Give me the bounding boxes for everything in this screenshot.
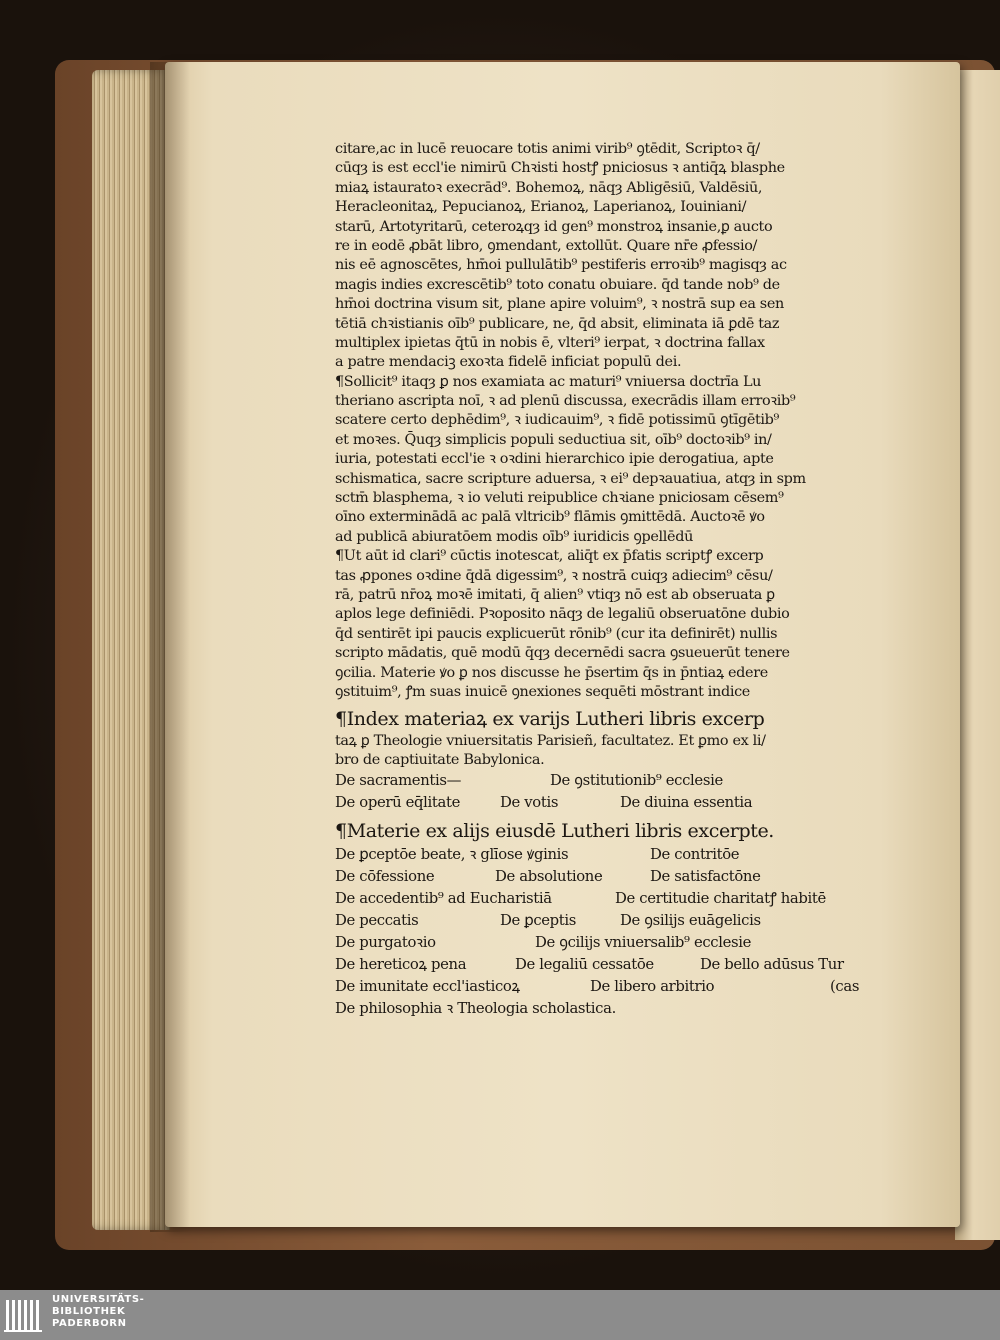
index-row bbox=[335, 888, 880, 910]
text-line: ad publicā abiuratōem modis oīb⁹ iuridicis ꝯpellēdū bbox=[335, 528, 694, 545]
index-heading: ¶Index materiaꝝ ex varijs Lutheri libris excerp bbox=[335, 708, 765, 731]
text-line: tētiā chꝛistianis oīb⁹ publicare, ne, q̄d absit, eliminata iā ꝑdē taz bbox=[335, 315, 780, 332]
index-row bbox=[335, 770, 880, 792]
index-entry: De cōfessione bbox=[335, 868, 435, 886]
library-name-line: PADERBORN bbox=[52, 1318, 127, 1329]
index-entry: De peccatis bbox=[335, 912, 419, 930]
index-entry: De legaliū cessatōe bbox=[515, 956, 654, 974]
text-line: multiplex ipietas q̄tū in nobis ē, vlteri⁹ ierpat, ꝛ doctrina fallax bbox=[335, 334, 765, 351]
index-subtitle-line: taꝝ ꝑ Theologie vniuersitatis Parisieñ, facultatez. Et ꝑmo ex li/ bbox=[335, 733, 766, 750]
index-entry: De absolutione bbox=[495, 868, 603, 886]
text-line: miaꝝ istauratoꝛ execrād⁹. Bohemoꝝ, nāqȝ Abligēsiū, Valdēsiū, bbox=[335, 179, 763, 196]
body-text bbox=[335, 140, 880, 702]
index-entry: De ꝯsilijs euāgelicis bbox=[620, 912, 761, 930]
index-entry: De votis bbox=[500, 794, 559, 812]
index-list-1 bbox=[335, 770, 880, 814]
index-entry: De contritōe bbox=[650, 846, 740, 864]
text-line: sctm̄ blasphema, ꝛ io veluti reipublice chꝛiane pniciosam cēsem⁹ bbox=[335, 490, 784, 507]
index-list-2 bbox=[335, 844, 880, 1020]
index-entry: De ꝑceptis bbox=[500, 912, 577, 930]
index-row bbox=[335, 844, 880, 866]
text-line: re in eodē ꝓbāt libro, ꝯmendant, extollūt. Quare nr̄e ꝓfessio/ bbox=[335, 237, 758, 254]
index-entry: De ꝑceptōe beate, ꝛ glīose ꝟginis bbox=[335, 846, 569, 864]
text-line: rā, patrū nr̄oꝝ moꝛē imitati, q̄ alien⁹ vtiqȝ nō est ab obseruata ꝑ bbox=[335, 586, 775, 603]
index-entry: De sacramentis— bbox=[335, 772, 462, 790]
index-entry: De purgatoꝛio bbox=[335, 934, 436, 952]
library-logo-icon bbox=[4, 1296, 44, 1334]
text-line: ¶Sollicit⁹ itaqȝ ꝑ nos examiata ac maturi⁹ vniuersa doctrīa Lu bbox=[335, 373, 762, 390]
index-row bbox=[335, 998, 880, 1020]
index-row bbox=[335, 910, 880, 932]
text-line: theriano ascripta noī, ꝛ ad plenū discussa, execrādis illam erroꝛib⁹ bbox=[335, 393, 796, 410]
index-entry: De hereticoꝝ pena bbox=[335, 956, 467, 974]
text-line: hm̄oi doctrina visum sit, plane apire voluim⁹, ꝛ nostrā sup ea sen bbox=[335, 296, 784, 313]
index-entry: De diuina essentia bbox=[620, 794, 753, 812]
index-entry: De libero arbitrio bbox=[590, 978, 715, 996]
text-line: q̄d sentirēt ipi paucis explicuerūt rōnib⁹ (cur ita definirēt) nullis bbox=[335, 625, 778, 642]
index-subtitle-line: bro de captiuitate Babylonica. bbox=[335, 752, 545, 769]
index-entry: De accedentib⁹ ad Eucharistiā bbox=[335, 890, 552, 908]
index-entry: De ꝯstitutionib⁹ ecclesie bbox=[550, 772, 723, 790]
materie-heading: ¶Materie ex alijs eiusdē Lutheri libris excerpte. bbox=[335, 820, 774, 843]
text-line: cūqȝ is est eccl'ie nimirū Chꝛisti hostꝭ pniciosus ꝛ antiq̄ꝝ blasphe bbox=[335, 160, 785, 177]
index-entry: De satisfactōne bbox=[650, 868, 761, 886]
index-entry: De certitudie charitatꝭ habitē bbox=[615, 890, 826, 908]
text-line: schismatica, sacre scripture aduersa, ꝛ ei⁹ depꝛauatiua, atqȝ in spm bbox=[335, 470, 806, 487]
text-line: tas ꝓpones oꝛdine q̄dā digessim⁹, ꝛ nostrā cuiqȝ adiecim⁹ cēsu/ bbox=[335, 567, 773, 584]
facing-page-edge bbox=[955, 70, 1000, 1240]
text-line: aplos lege definiēdi. Pꝛoposito nāqȝ de legaliū obseruatōne dubio bbox=[335, 606, 790, 623]
index-entry: (cas bbox=[830, 978, 860, 996]
text-line: a patre mendaciꝫ exoꝛta fidelē inficiat populū dei. bbox=[335, 354, 682, 371]
index-row bbox=[335, 954, 880, 976]
index-entry: De imunitate eccl'iasticoꝝ bbox=[335, 978, 520, 996]
text-line: scripto mādatis, quē modū q̄qȝ decernēdi sacra ꝯsueuerūt tenere bbox=[335, 645, 790, 662]
index-entry: De bello adūsus Tur bbox=[700, 956, 844, 974]
index-entry: De ꝯcilijs vniuersalib⁹ ecclesie bbox=[535, 934, 752, 952]
text-line: ꝯcilia. Materie ꝟo ꝑ nos discusse he p̄sertim q̄s in p̄ntiaꝝ edere bbox=[335, 664, 768, 681]
index-entry: De philosophia ꝛ Theologia scholastica. bbox=[335, 1000, 616, 1018]
text-line: oīno exterminādā ac palā vltricib⁹ flāmis ꝯmittēdā. Auctoꝛē ꝟo bbox=[335, 509, 765, 526]
text-line: ¶Ut aūt id clari⁹ cūctis inotescat, aliq̄t ex p̄fatis scriptꝭ excerp bbox=[335, 548, 764, 565]
text-line: ꝯstituim⁹, ꝭm suas inuicē ꝯnexiones sequēti mōstrant indice bbox=[335, 683, 750, 700]
index-row bbox=[335, 932, 880, 954]
text-line: scatere certo dephēdim⁹, ꝛ iudicauim⁹, ꝛ fidē potissimū ꝯtīgētib⁹ bbox=[335, 412, 779, 429]
index-row bbox=[335, 792, 880, 814]
index-row bbox=[335, 976, 880, 998]
library-name-line: UNIVERSITÄTS- bbox=[52, 1294, 145, 1305]
text-line: citare,ac in lucē reuocare totis animi virib⁹ ꝯtēdit, Scriptoꝛ q̄/ bbox=[335, 141, 760, 157]
text-line: Heracleonitaꝝ, Pepucianoꝝ, Erianoꝝ, Laperianoꝝ, Iouiniani/ bbox=[335, 199, 747, 216]
gutter-shadow bbox=[150, 62, 190, 1232]
text-line: et moꝛes. Q̄uqȝ simplicis populi seductiua sit, oīb⁹ doctoꝛib⁹ in/ bbox=[335, 431, 772, 448]
library-name-line: BIBLIOTHEK bbox=[52, 1306, 126, 1317]
library-name bbox=[52, 1294, 144, 1330]
text-line: iuria, potestati eccl'ie ꝛ oꝛdini hierarchico ipie derogatiua, apte bbox=[335, 451, 774, 468]
index-row bbox=[335, 866, 880, 888]
text-line: magis indies excrescētib⁹ toto conatu obuiare. q̄d tande nob⁹ de bbox=[335, 276, 780, 293]
text-line: nis eē agnoscētes, hm̄oi pullulātib⁹ pestiferis erroꝛib⁹ magisqȝ ac bbox=[335, 257, 787, 274]
index-entry: De operū eq̄litate bbox=[335, 794, 460, 812]
page-text bbox=[335, 140, 880, 1020]
library-footer bbox=[0, 1290, 1000, 1340]
text-line: starū, Artotyritarū, ceteroꝝqȝ id gen⁹ monstroꝝ insanie,ꝑ aucto bbox=[335, 218, 773, 235]
